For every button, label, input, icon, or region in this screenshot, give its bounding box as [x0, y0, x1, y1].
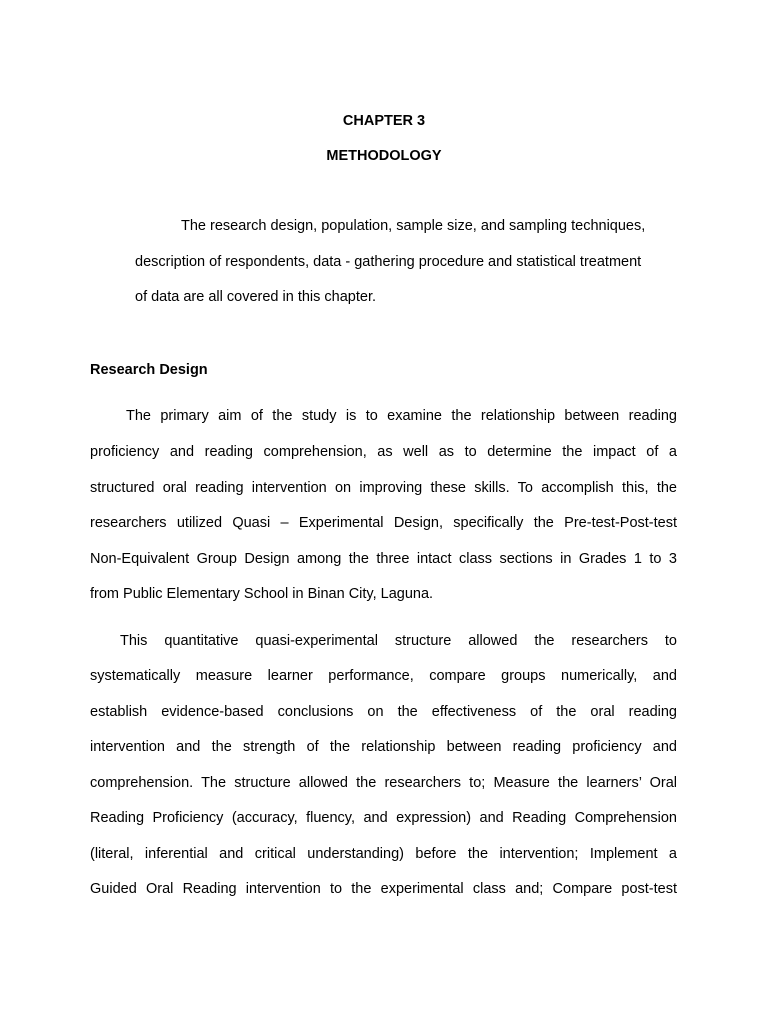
paragraph-line: comprehension. The structure allowed the researchers to; Measure the learners’ Oral	[90, 775, 677, 791]
section-heading: Research Design	[90, 362, 208, 378]
paragraph-line: proficiency and reading comprehension, as well as to determine the impact of a	[90, 444, 677, 460]
intro-line: description of respondents, data - gathering procedure and statistical treatment	[135, 253, 642, 270]
paragraph-line: Reading Proficiency (accuracy, fluency, and expression) and Reading Comprehension	[90, 810, 677, 826]
paragraph-line: (literal, inferential and critical understanding) before the intervention; Implement a	[90, 846, 677, 862]
chapter-number: CHAPTER 3	[342, 113, 426, 129]
paragraph-line: intervention and the strength of the relationship between reading proficiency and	[90, 739, 677, 755]
paragraph-line: structured oral reading intervention on improving these skills. To accomplish this, the	[90, 480, 677, 496]
chapter-title: METHODOLOGY	[326, 148, 442, 164]
paragraph-line: The primary aim of the study is to examine the relationship between reading	[126, 408, 677, 424]
paragraph-line: Guided Oral Reading intervention to the experimental class and; Compare post-test	[90, 881, 677, 897]
intro-paragraph	[135, 209, 665, 316]
paragraph-line: systematically measure learner performance, compare groups numerically, and	[90, 668, 677, 684]
paragraph-line: Non-Equivalent Group Design among the three intact class sections in Grades 1 to 3	[90, 551, 677, 567]
paragraph-line: researchers utilized Quasi – Experimental Design, specifically the Pre-test-Post-test	[90, 515, 677, 531]
paragraph-line: establish evidence-based conclusions on the effectiveness of the oral reading	[90, 704, 677, 720]
intro-line: The research design, population, sample size, and sampling techniques,	[181, 218, 646, 234]
paragraph-line: This quantitative quasi-experimental structure allowed the researchers to	[120, 633, 677, 649]
paragraph-line: from Public Elementary School in Binan City, Laguna.	[90, 586, 434, 602]
intro-line: of data are all covered in this chapter.	[135, 289, 377, 305]
